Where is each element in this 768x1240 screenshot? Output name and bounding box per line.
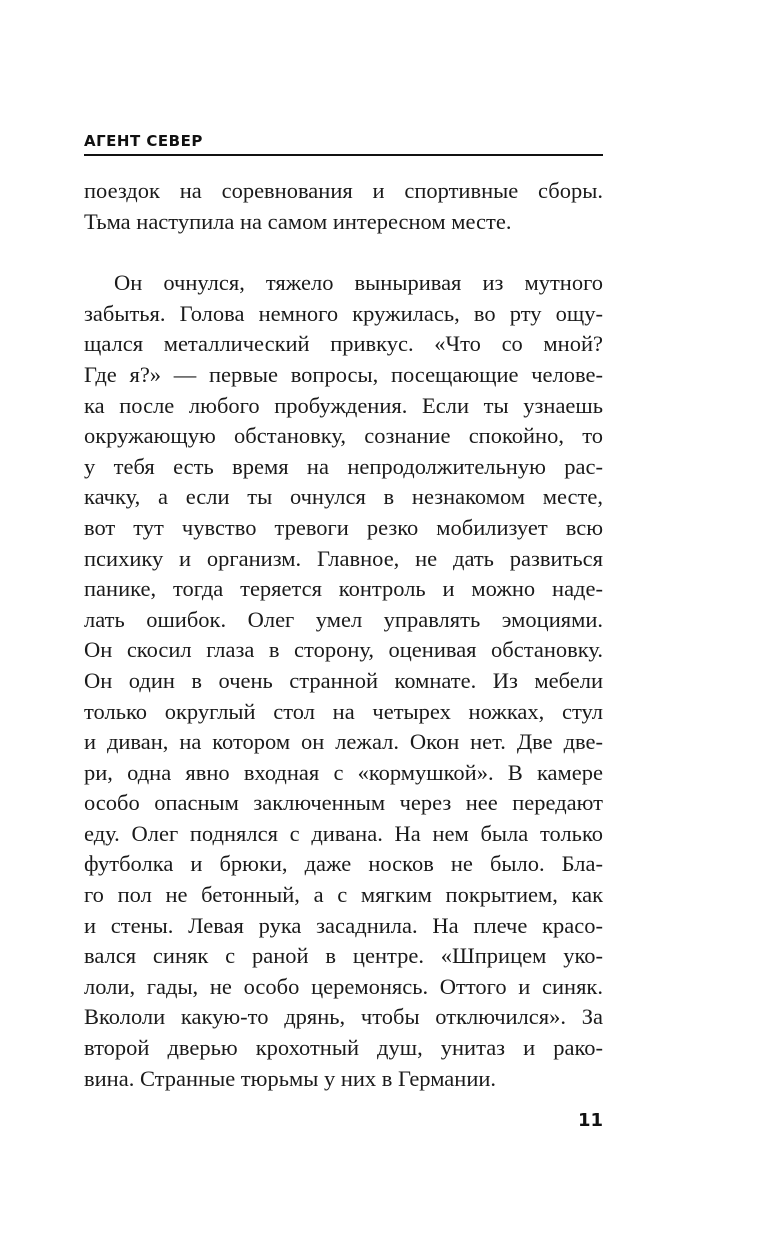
text-line: психику и организм. Главное, не дать развиться [84,545,603,571]
text-line: Он скосил глаза в сторону, оценивая обстановку. [84,637,603,663]
text-line: лать ошибок. Олег умел управлять эмоциями. [84,606,603,632]
paragraph-1 [84,176,603,237]
header-rule [84,154,603,156]
text-line: Вкололи какую-то дрянь, чтобы отключился». За [84,1004,603,1030]
text-line: панике, тогда теряется контроль и можно наде- [84,576,603,602]
text-line: го пол не бетонный, а с мягким покрытием, как [84,882,603,908]
text-line: Он один в очень странной комнате. Из мебели [84,667,603,693]
text-line: и диван, на котором он лежал. Окон нет. Две две- [84,729,603,755]
text-line: забытья. Голова немного кружилась, во рту ощу- [84,300,603,326]
text-line: лоли, гады, не особо церемонясь. Оттого и синяк. [84,973,603,999]
text-line: ри, одна явно входная с «кормушкой». В камере [84,759,603,785]
running-head: АГЕНТ СЕВЕР [84,132,203,150]
text-line: только округлый стол на четырех ножках, стул [84,698,603,724]
text-line: еду. Олег поднялся с дивана. На нем была только [84,820,603,846]
text-line: вался синяк с раной в центре. «Шприцем уко- [84,943,603,969]
text-line: вот тут чувство тревоги резко мобилизует всю [84,514,603,540]
text-line: поездок на соревнования и спортивные сборы. [84,178,603,203]
text-line: второй дверью крохотный душ, унитаз и рако- [84,1035,603,1061]
page-number: 11 [577,1110,603,1131]
text-line: Тьма наступила на самом интересном месте. [84,208,512,234]
text-line: окружающую обстановку, сознание спокойно, то [84,423,603,449]
text-line: особо опасным заключенным через нее передают [84,790,603,816]
text-line: Где я?» — первые вопросы, посещающие челове- [84,361,603,387]
text-line: ка после любого пробуждения. Если ты узнаешь [84,392,603,418]
paragraph-2 [84,268,603,1094]
text-line: щался металлический привкус. «Что со мной? [84,331,603,357]
text-line: у тебя есть время на непродолжительную рас- [84,453,603,479]
text-line: Он очнулся, тяжело выныривая из мутного [114,270,603,296]
text-line: вина. Странные тюрьмы у них в Германии. [84,1065,497,1091]
paragraph-gap [84,237,603,268]
text-line: и стены. Левая рука засаднила. На плече красо- [84,912,603,938]
body-text [84,176,603,1094]
text-line: качку, а если ты очнулся в незнакомом месте, [84,484,603,510]
text-line: футболка и брюки, даже носков не было. Бла- [84,851,603,877]
